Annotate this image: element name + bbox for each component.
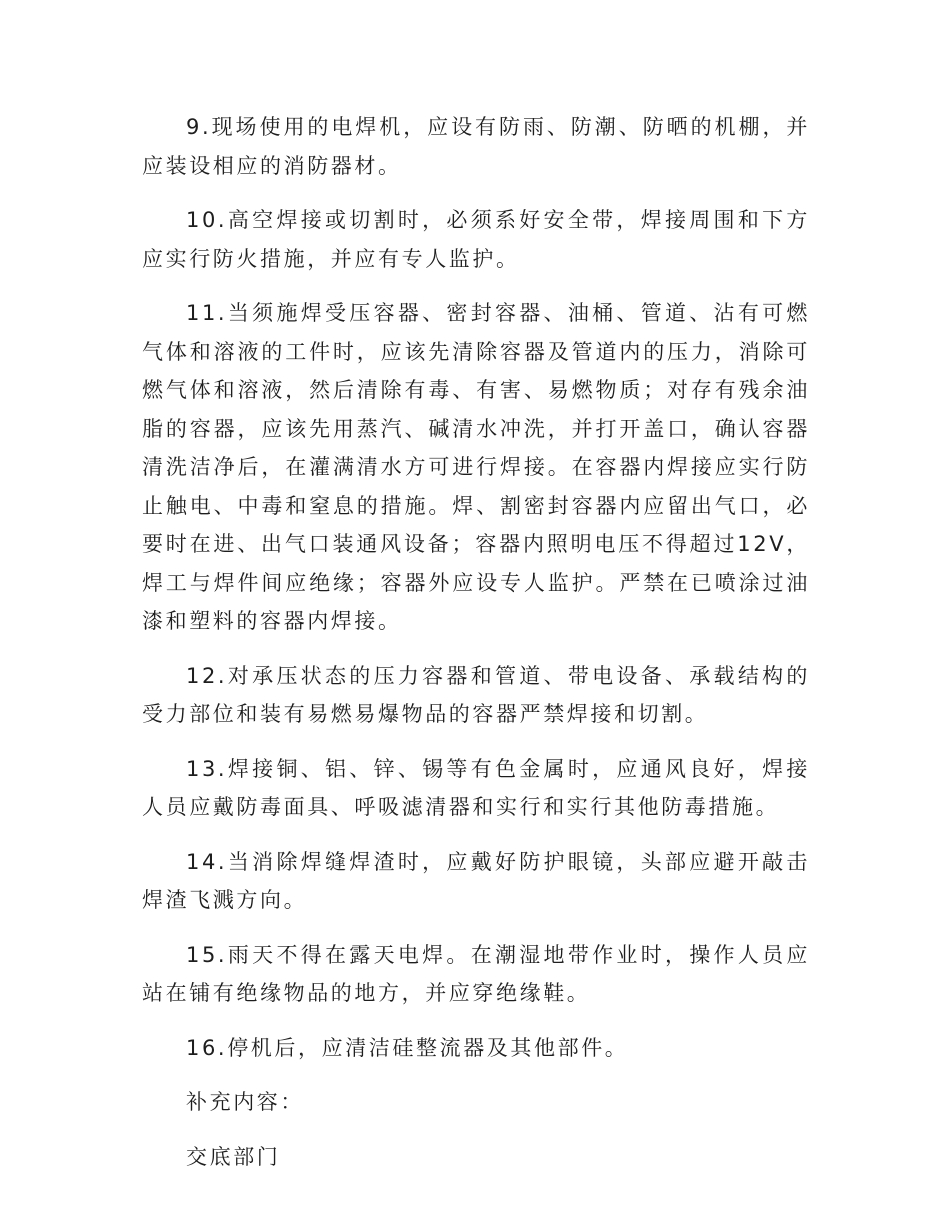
paragraph-item-9: 9.现场使用的电焊机，应设有防雨、防潮、防晒的机棚，并应装设相应的消防器材。 <box>142 115 810 178</box>
handover-department-label: 交底部门 <box>186 1144 281 1169</box>
paragraph-item-16: 16.停机后，应清洁硅整流器及其他部件。 <box>186 1035 629 1060</box>
paragraph-item-15: 15.雨天不得在露天电焊。在潮湿地带作业时，操作人员应站在铺有绝缘物品的地方，并应穿绝缘鞋。 <box>142 942 810 1005</box>
paragraph-item-12: 12.对承压状态的压力容器和管道、带电设备、承载结构的受力部位和装有易燃易爆物品的容器严禁焊接和切割。 <box>142 663 810 726</box>
paragraph-item-10: 10.高空焊接或切割时，必须系好安全带，焊接周围和下方应实行防火措施，并应有专人监护。 <box>142 208 810 271</box>
paragraph-item-14: 14.当消除焊缝焊渣时，应戴好防护眼镜，头部应避开敲击焊渣飞溅方向。 <box>142 849 810 912</box>
document-body <box>142 108 810 1192</box>
paragraph-item-11: 11.当须施焊受压容器、密封容器、油桶、管道、沾有可燃气体和溶液的工件时，应该先清除容器及管道内的压力，消除可燃气体和溶液，然后清除有毒、有害、易燃物质；对存有残余油脂的容器，应该先用蒸汽、碱清水冲洗，并打开盖口，确认容器清洗洁净后，在灌满清水方可进行焊接。在容器内焊接应实行防止触电、中毒和窒息的措施。焊、割密封容器内应留出气口，必要时在进、出气口装通风设备；容器内照明电压不得超过12V，焊工与焊件间应绝缘；容器外应设专人监护。严禁在已喷涂过油漆和塑料的容器内焊接。 <box>142 301 810 633</box>
paragraph-item-13: 13.焊接铜、铝、锌、锡等有色金属时，应通风良好，焊接人员应戴防毒面具、呼吸滤清器和实行和实行其他防毒措施。 <box>142 756 810 819</box>
supplement-heading: 补充内容： <box>186 1090 304 1114</box>
